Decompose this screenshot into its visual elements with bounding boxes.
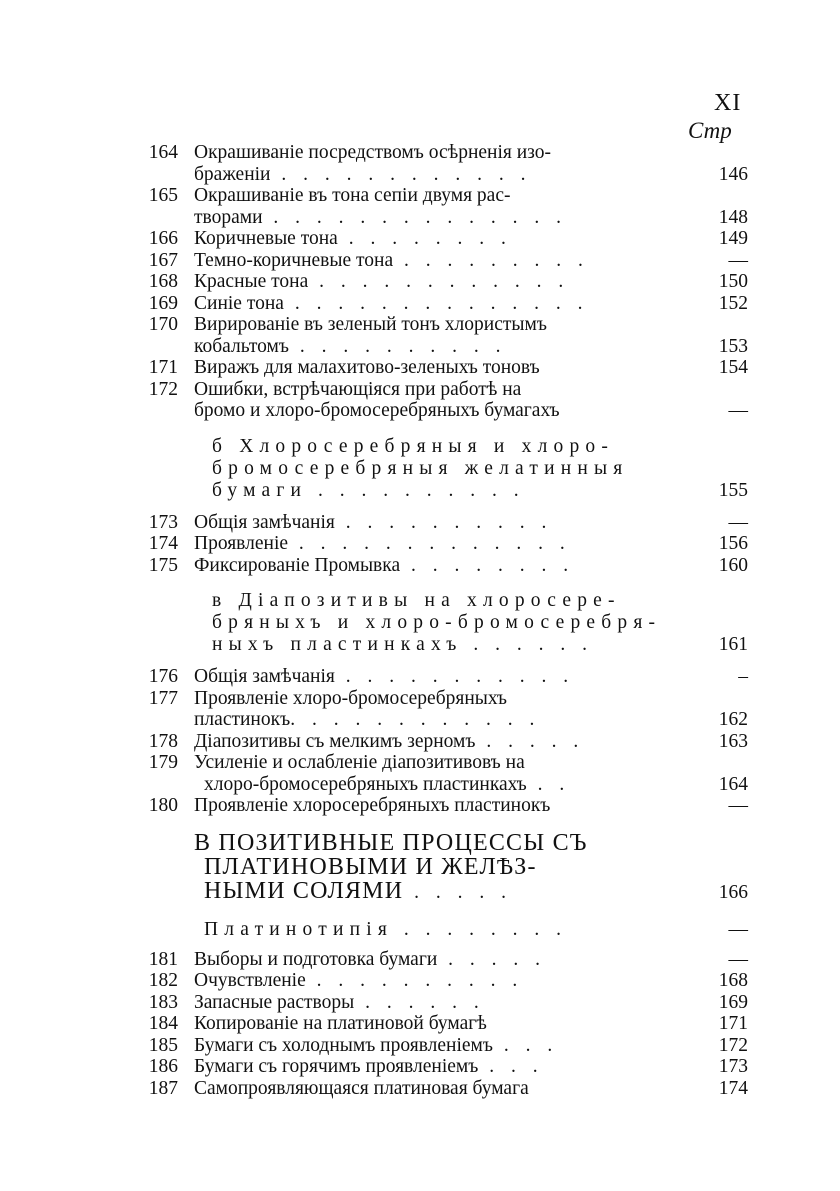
entry-number: 181 — [148, 948, 178, 970]
entry-number: 166 — [148, 228, 178, 249]
toc-entry — [130, 555, 750, 577]
entry-title-line: Синіе тона — [194, 292, 284, 314]
entry-title-line: Проявленіе хлоро-бромосеребряныхъ — [194, 687, 507, 709]
entry-page: 162 — [718, 709, 748, 730]
entry-title-line: Діапозитивы съ мелкимъ зерномъ — [194, 730, 476, 752]
leader-dots: . . . . . . . . . . . . — [308, 271, 570, 292]
entry-title-line: Усиленіе и ослабленіе діапозитивовъ на — [194, 752, 525, 773]
section-line: ПЛАТИНОВЫМИ И ЖЕЛѢЗ- — [204, 853, 537, 880]
leader-dots: . . . . . . . . . . . . . . — [262, 206, 568, 228]
entry-title-line: творами — [194, 206, 263, 228]
entry-page: 163 — [718, 730, 748, 752]
entry-number: 169 — [148, 292, 178, 314]
leader-dots: . . . . . . . . . . . . — [290, 709, 541, 730]
toc-entry — [130, 731, 750, 753]
leader-dots: . . . . . . . . . . — [334, 511, 553, 533]
toc-entry — [130, 1056, 750, 1078]
leader-dots: . . — [526, 773, 571, 795]
entry-page: 153 — [718, 335, 748, 357]
page-column-heading: Стр — [688, 118, 732, 143]
entry-title-line: Вирированіе въ зеленый тонъ хлористымъ — [194, 314, 547, 335]
toc-entry — [130, 228, 750, 250]
entry-title-line: Проявленіе хлоросеребряныхъ пластинокъ — [194, 795, 551, 816]
entry-number: 171 — [148, 357, 178, 378]
entry-title-line: Бумаги съ холоднымъ проявленіемъ — [194, 1034, 493, 1056]
subsection-heading-v — [130, 590, 750, 656]
entry-number: 177 — [148, 687, 178, 709]
leader-dots: . . . . . . . . . . — [305, 970, 524, 991]
toc-entry — [130, 314, 750, 357]
entry-title-line: Очувствленіе — [194, 970, 306, 991]
subsection-line: бумаги — [212, 479, 308, 501]
entry-number: 186 — [148, 1056, 178, 1077]
entry-number: 172 — [148, 378, 178, 400]
section-line: В ПОЗИТИВНЫЕ ПРОЦЕССЫ СЪ — [194, 829, 588, 856]
toc-entry — [130, 512, 750, 534]
leader-dots: . . . . . . . . . . . . — [270, 163, 532, 185]
entry-number: 165 — [148, 185, 178, 206]
entry-page: 150 — [718, 271, 748, 292]
table-of-contents — [130, 142, 750, 1099]
toc-entry — [130, 1013, 750, 1035]
entry-number: 182 — [148, 970, 178, 991]
entry-number: 179 — [148, 752, 178, 773]
leader-dots: . . . . . . — [354, 991, 485, 1013]
entry-page: 169 — [718, 991, 748, 1013]
entry-title-line: Фиксированіе Промывка — [194, 554, 401, 576]
entry-title-line: Коричневые тона — [194, 228, 338, 249]
entry-number: 168 — [148, 271, 178, 292]
entry-title-line: Самопроявляющаяся платиновая бумага — [194, 1077, 529, 1099]
entry-page: 154 — [718, 357, 748, 378]
page-number: XI — [714, 90, 742, 116]
toc-entry — [130, 533, 750, 555]
entry-title-line: браженіи — [194, 163, 271, 185]
entry-title-line: Темно-коричневые тона — [194, 249, 394, 271]
entry-title-line: Бумаги съ горячимъ проявленіемъ — [194, 1056, 479, 1077]
subsection-heading-b — [130, 436, 750, 502]
entry-page: – — [738, 666, 748, 687]
entry-page: 152 — [718, 292, 748, 314]
subsection-line: в Діапозитивы на хлоросере- — [212, 590, 621, 611]
entry-page: — — [728, 511, 748, 533]
entry-number: 170 — [148, 314, 178, 335]
toc-entry — [130, 379, 750, 422]
toc-entry — [130, 795, 750, 817]
entry-page: 174 — [718, 1077, 748, 1099]
entry-title-line: Ошибки, встрѣчающіяся при работѣ на — [194, 378, 522, 400]
toc-entry — [130, 1035, 750, 1057]
leader-dots: . . . — [478, 1056, 544, 1077]
toc-group-d — [130, 949, 750, 1100]
entry-page: — — [728, 795, 748, 816]
entry-number: 183 — [148, 991, 178, 1013]
entry-title-line: Запасные растворы — [194, 991, 355, 1013]
entry-number: 178 — [148, 730, 178, 752]
section-line: НЫМИ СОЛЯМИ — [204, 877, 404, 904]
entry-title-line: Копированіе на платиновой бумагѣ — [194, 1013, 487, 1034]
subsection-page: 155 — [718, 479, 748, 501]
section-heading-v — [130, 831, 750, 905]
toc-entry — [130, 250, 750, 272]
toc-group-b — [130, 512, 750, 577]
leader-dots: . . . . . . . . — [393, 918, 568, 940]
toc-entry — [130, 357, 750, 379]
toc-entry — [130, 666, 750, 688]
entry-page: — — [728, 948, 748, 970]
toc-entry — [130, 970, 750, 992]
subsection-line: бряныхъ и хлоро-бромосеребря- — [212, 612, 662, 633]
entry-number: 175 — [148, 554, 178, 576]
entry-title-line: кобальтомъ — [194, 335, 289, 357]
entry-page: 149 — [718, 228, 748, 249]
entry-title-line: Проявленіе — [194, 533, 289, 554]
toc-entry — [130, 1078, 750, 1100]
entry-title-line: Окрашиваніе въ тона сепіи двумя рас- — [194, 185, 511, 206]
entry-number: 164 — [148, 142, 178, 163]
toc-group-a — [130, 142, 750, 422]
entry-page: 160 — [718, 554, 748, 576]
entry-number: 185 — [148, 1034, 178, 1056]
entry-number: 180 — [148, 795, 178, 816]
entry-title-line: Окрашиваніе посредствомъ осѣрненія изо- — [194, 142, 552, 163]
entry-page: 168 — [718, 970, 748, 991]
entry-title-line: Общія замѣчанія — [194, 511, 335, 533]
section-page: 166 — [718, 881, 748, 903]
toc-entry — [130, 293, 750, 315]
leader-dots: . . . . . . . . — [337, 228, 512, 249]
entry-number: 184 — [148, 1013, 178, 1034]
subsection-line: б Хлоросеребряныя и хлоро- — [212, 435, 615, 457]
entry-number: 167 — [148, 249, 178, 271]
subsection-line: Платинотипія — [204, 918, 394, 940]
entry-page: — — [728, 400, 748, 421]
entry-title-line: Общія замѣчанія — [194, 666, 335, 687]
toc-entry — [130, 752, 750, 795]
leader-dots: . . . . . . . . . . . . . — [288, 533, 571, 554]
leader-dots: . . . — [492, 1034, 559, 1056]
toc-entry — [130, 992, 750, 1014]
entry-page: 146 — [718, 163, 748, 185]
toc-entry — [130, 185, 750, 228]
subsection-line: ныхъ пластинкахъ — [212, 634, 463, 655]
entry-page: — — [728, 249, 748, 271]
toc-entry — [130, 271, 750, 293]
entry-page: 173 — [718, 1056, 748, 1077]
leader-dots: . . . . . — [475, 730, 585, 752]
toc-entry — [130, 688, 750, 731]
entry-number: 174 — [148, 533, 178, 554]
entry-page: 148 — [718, 206, 748, 228]
entry-title-line: Красные тона — [194, 271, 309, 292]
leader-dots: . . . . . . . . . — [393, 249, 589, 271]
leader-dots: . . . . . . . . . . — [288, 335, 507, 357]
subsection-line: бромосеребряныя желатинныя — [212, 457, 629, 479]
entry-page: 156 — [718, 533, 748, 554]
subsection-heading-platinotype — [130, 919, 750, 941]
toc-entry — [130, 949, 750, 971]
toc-group-c — [130, 666, 750, 817]
leader-dots: . . . . . . . . . . . . . . — [283, 292, 589, 314]
leader-dots: . . . . . . . . . . . — [334, 666, 575, 687]
subsection-page: — — [728, 918, 748, 940]
subsection-page: 161 — [718, 634, 748, 655]
entry-title-line: хлоро-бромосеребряныхъ пластинкахъ — [204, 773, 527, 795]
entry-number: 173 — [148, 511, 178, 533]
entry-number: 187 — [148, 1077, 178, 1099]
toc-entry — [130, 142, 750, 185]
leader-dots: . . . . . — [437, 948, 547, 970]
leader-dots: . . . . . . . . — [400, 554, 575, 576]
entry-number: 176 — [148, 666, 178, 687]
leader-dots: . . . . . . — [462, 634, 593, 655]
leader-dots: . . . . . . . . . . — [307, 479, 525, 501]
leader-dots: . . . . . — [403, 881, 512, 903]
entry-page: 171 — [718, 1013, 748, 1034]
entry-title-line: бромо и хлоро-бромосеребряныхъ бумагахъ — [194, 400, 560, 421]
entry-title-line: Выборы и подготовка бумаги — [194, 948, 438, 970]
entry-title-line: Виражъ для малахитово-зеленыхъ тоновъ — [194, 357, 540, 378]
entry-page: 164 — [718, 773, 748, 795]
entry-title-line: пластинокъ — [194, 709, 291, 730]
entry-page: 172 — [718, 1034, 748, 1056]
